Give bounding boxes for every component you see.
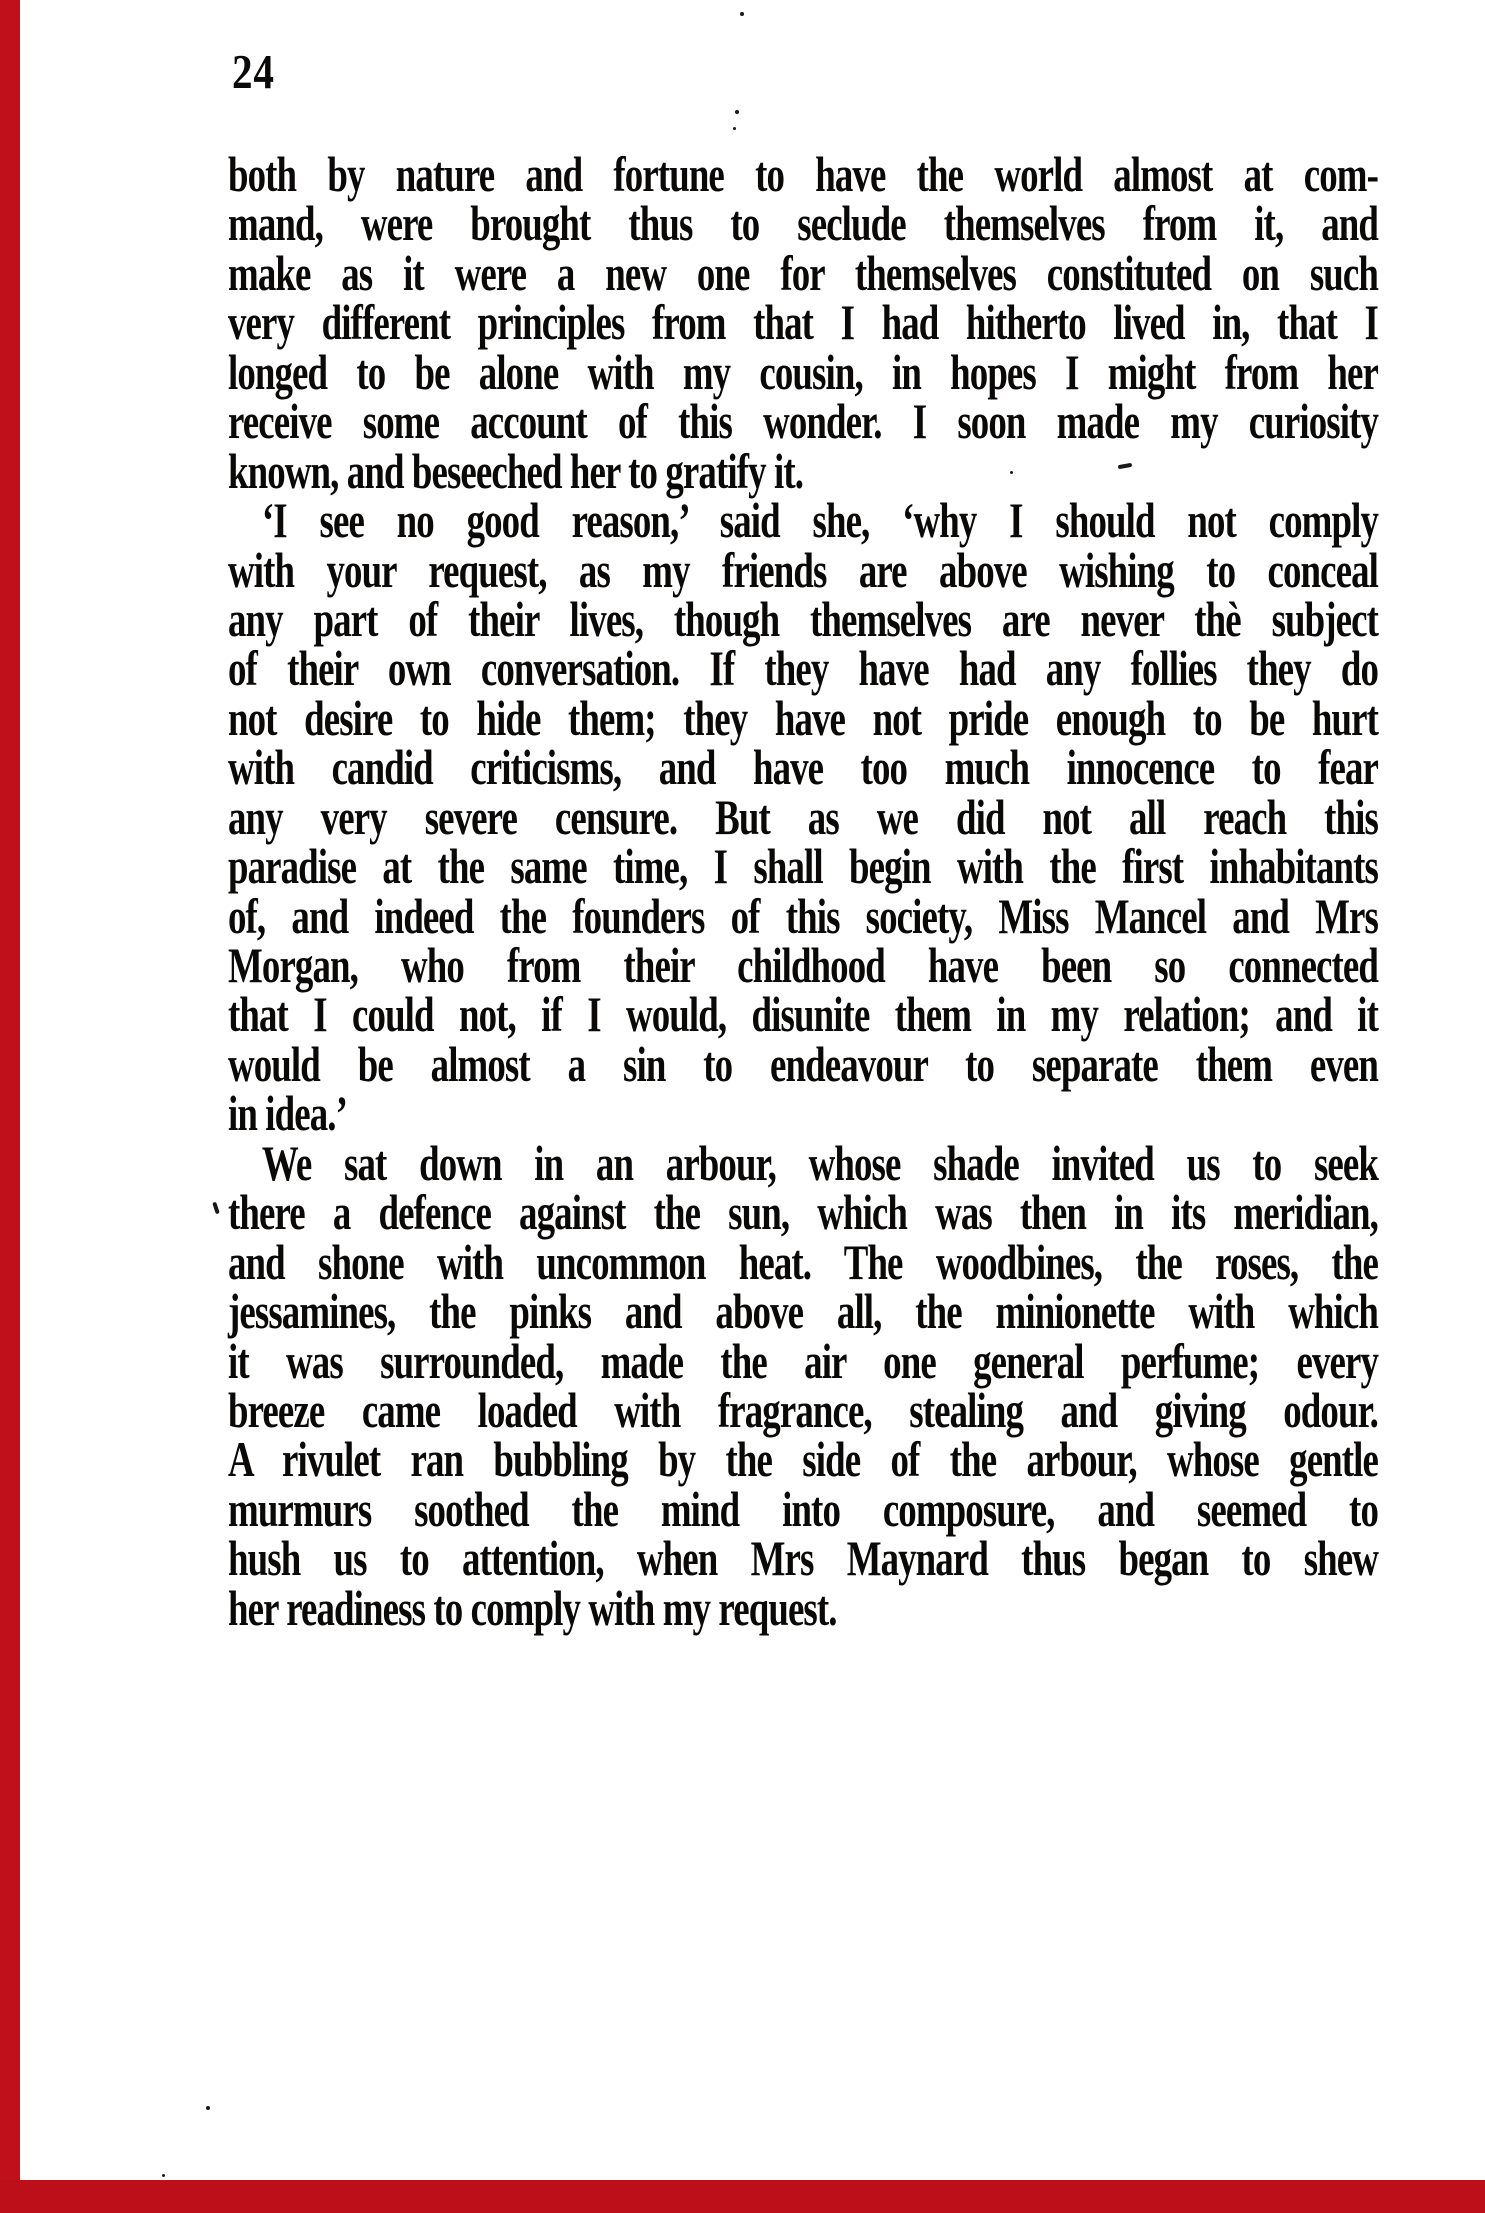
text-line: there a defence against the sun, which was then in its meridian, <box>228 1184 1379 1241</box>
text-line: any very severe censure. But as we did not all reach this <box>228 788 1379 845</box>
text-line: receive some account of this wonder. I soon made my curiosity <box>228 393 1379 450</box>
text-line: jessamines, the pinks and above all, the minionette with which <box>228 1283 1379 1340</box>
text-line: breeze came loaded with fragrance, stealing and giving odour. <box>228 1381 1379 1438</box>
text-line: not desire to hide them; they have not pride enough to be hurt <box>228 689 1379 746</box>
text-line: any part of their lives, though themselves are never thè subject <box>228 590 1379 647</box>
text-line: murmurs soothed the mind into composure, and seemed to <box>228 1480 1379 1537</box>
text-line: ‘I see no good reason,’ said she, ‘why I should not comply <box>261 492 1379 549</box>
page-number: 24 <box>232 44 275 99</box>
scan-edge-bottom <box>0 2180 1485 2213</box>
scan-edge-left <box>0 0 20 2213</box>
text-line: longed to be alone with my cousin, in hopes I might from her <box>228 343 1379 400</box>
text-line: that I could not, if I would, disunite them in my relation; and it <box>228 986 1379 1043</box>
text-line: her readiness to comply with my request. <box>228 1579 837 1636</box>
body-text <box>228 146 1379 1636</box>
ink-mark <box>212 1202 220 1215</box>
text-line: mand, were brought thus to seclude themselves from it, and <box>228 195 1379 252</box>
text-line: A rivulet ran bubbling by the side of the arbour, whose gentle <box>228 1431 1379 1488</box>
text-line: with your request, as my friends are above wishing to conceal <box>228 541 1379 598</box>
ink-speck <box>733 127 736 130</box>
ink-speck <box>162 2174 165 2177</box>
text-line: Morgan, who from their childhood have been so connected <box>228 937 1379 993</box>
text-line: and shone with uncommon heat. The woodbines, the roses, the <box>228 1233 1379 1290</box>
text-line: make as it were a new one for themselves constituted on such <box>228 244 1379 301</box>
text-line: in idea.’ <box>228 1085 348 1142</box>
ink-speck <box>1010 471 1013 474</box>
text-line: very different principles from that I had hitherto lived in, that I <box>228 294 1379 351</box>
ink-speck <box>735 110 739 114</box>
text-line: of their own conversation. If they have had any follies they do <box>228 640 1379 697</box>
text-line: would be almost a sin to endeavour to separate them even <box>228 1035 1379 1092</box>
text-line: paradise at the same time, I shall begin with the first inhabitants <box>228 838 1379 895</box>
text-line: known, and beseeched her to gratify it. <box>228 442 804 499</box>
text-line: hush us to attention, when Mrs Maynard thus began to shew <box>228 1530 1379 1587</box>
text-line: We sat down in an arbour, whose shade invited us to seek <box>261 1134 1379 1191</box>
ink-speck <box>740 12 744 16</box>
text-line: with candid criticisms, and have too much innocence to fear <box>228 739 1379 796</box>
text-line: it was surrounded, made the air one general perfume; every <box>228 1332 1379 1389</box>
text-line: both by nature and fortune to have the world almost at com- <box>228 146 1379 202</box>
text-line: of, and indeed the founders of this society, Miss Mancel and Mrs <box>228 887 1379 944</box>
ink-speck <box>206 2106 210 2110</box>
